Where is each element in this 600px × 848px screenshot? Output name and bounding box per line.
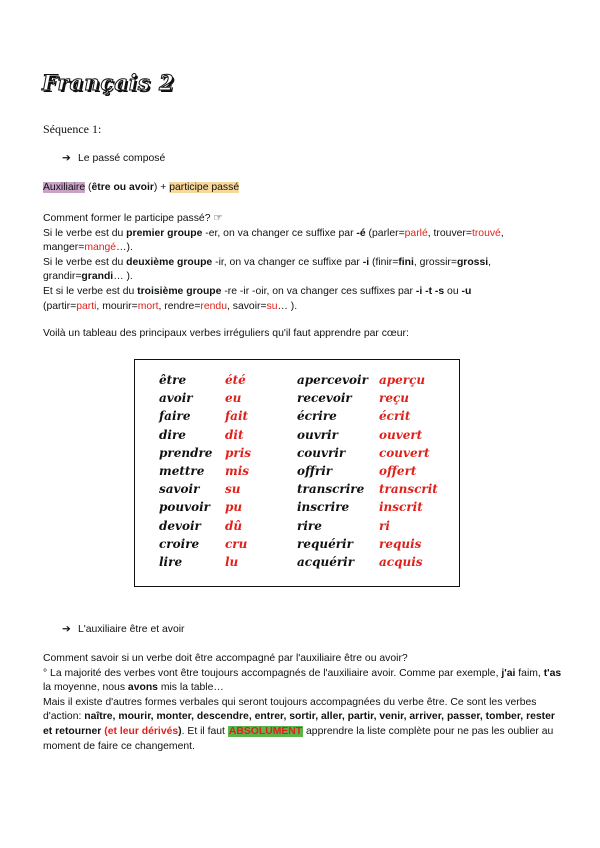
verb-cell: acquis bbox=[379, 554, 423, 569]
verb-cell: être bbox=[159, 373, 187, 387]
arrow-icon: ➔ bbox=[62, 153, 71, 164]
participe-highlight: participe passé bbox=[169, 182, 240, 193]
verb-cell: lire bbox=[159, 554, 183, 569]
verb-cell: apercevoir bbox=[297, 373, 368, 387]
verb-cell: recevoir bbox=[297, 391, 352, 406]
auxiliary-question: Comment savoir si un verbe doit être accompagné par l'auxiliaire être ou avoir? bbox=[43, 653, 408, 664]
verb-cell: dire bbox=[159, 427, 186, 442]
section-label: Le passé composé bbox=[78, 153, 166, 164]
verb-cell: pu bbox=[225, 500, 243, 515]
verb-cell: couvrir bbox=[297, 445, 346, 460]
verb-cell: pouvoir bbox=[159, 500, 210, 515]
verb-cell: inscrit bbox=[379, 500, 423, 515]
verb-cell: eu bbox=[225, 391, 242, 406]
verb-cell: faire bbox=[159, 409, 191, 424]
verb-cell: croire bbox=[159, 536, 200, 551]
verb-cell: transcrire bbox=[297, 482, 365, 497]
verbs-right-column bbox=[297, 371, 368, 571]
absolument-highlight: ABSOLUMENT bbox=[228, 725, 303, 737]
verb-cell: offrir bbox=[297, 463, 333, 478]
verb-cell: dit bbox=[225, 427, 244, 442]
verb-cell: aperçu bbox=[379, 373, 426, 387]
verb-cell: ouvert bbox=[379, 427, 423, 442]
rule-group3: Et si le verbe est du troisième groupe -re -ir -oir, on va changer ces suffixes par -i -t -s ou -u (partir=parti, mourir=mort, rendre=rendu, savoir=su… ). bbox=[43, 285, 472, 312]
verb-cell: avoir bbox=[159, 391, 193, 406]
etre-paragraph: Mais il existe d'autres formes verbales qui seront toujours accompagnées du verbe être. Ce sont les verbes d'action: naître, mourir, monter, descendre, entrer, sortir, aller, partir, venir, arriver, passer, tomber, rester et retourner (et leur dérivés). Et il faut ABSOLUMENT apprendre la liste complète pour ne pas les oublier au moment de faire ce changement. bbox=[43, 696, 555, 752]
verb-cell: su bbox=[225, 482, 241, 497]
verb-cell: ri bbox=[379, 518, 390, 533]
participle-question: Comment former le participe passé? ☞ bbox=[43, 213, 223, 224]
irregular-verbs-table bbox=[134, 359, 460, 587]
verb-cell: reçu bbox=[379, 391, 409, 406]
table-intro: Voilà un tableau des principaux verbes irréguliers qu'il faut apprendre par cœur: bbox=[43, 328, 409, 339]
verb-cell: mettre bbox=[159, 463, 205, 478]
verb-cell: savoir bbox=[159, 482, 200, 497]
page-title: Français 2 bbox=[42, 70, 175, 95]
avoir-paragraph: ° La majorité des verbes vont être toujours accompagnés de l'auxiliaire avoir. Comme par exemple, j'ai faim, t'as la moyenne, nous avons mis la table… bbox=[43, 667, 562, 694]
verb-cell: couvert bbox=[379, 445, 430, 460]
auxiliary-rules bbox=[43, 652, 563, 754]
verb-cell: transcrit bbox=[379, 482, 438, 497]
sequence-heading: Séquence 1: bbox=[43, 122, 102, 136]
section-label: L'auxiliaire être et avoir bbox=[78, 624, 185, 635]
verb-cell: lu bbox=[225, 554, 239, 569]
verb-cell: écrire bbox=[297, 409, 337, 424]
rule-group2: Si le verbe est du deuxième groupe -ir, on va changer ce suffixe par -i (finir=fini, grossir=grossi, grandir=grandi… ). bbox=[43, 256, 492, 283]
section-bullet-auxiliaire bbox=[62, 623, 185, 638]
participles-left-column bbox=[225, 371, 251, 571]
verb-cell: offert bbox=[379, 463, 417, 478]
verb-cell: requis bbox=[379, 536, 422, 551]
verb-cell: inscrire bbox=[297, 500, 350, 515]
formula-line: Auxiliaire (être ou avoir) + participe passé bbox=[43, 182, 240, 193]
participles-right-column bbox=[379, 371, 438, 571]
verb-cell: devoir bbox=[159, 518, 201, 533]
verb-cell: ouvrir bbox=[297, 427, 338, 442]
verb-cell: mis bbox=[225, 463, 250, 478]
verb-cell: requérir bbox=[297, 536, 353, 551]
arrow-icon: ➔ bbox=[62, 624, 71, 635]
verb-cell: cru bbox=[225, 536, 248, 551]
verb-cell: acquérir bbox=[297, 554, 355, 569]
verb-cell: dû bbox=[225, 518, 243, 533]
verb-cell: fait bbox=[225, 409, 249, 424]
verb-cell: prendre bbox=[159, 445, 213, 460]
participle-rules bbox=[43, 212, 563, 314]
aux-choice: être ou avoir bbox=[91, 182, 154, 193]
verb-cell: écrit bbox=[379, 409, 411, 424]
verb-cell: été bbox=[225, 373, 246, 387]
auxiliaire-highlight: Auxiliaire bbox=[43, 182, 86, 193]
rule-group1: Si le verbe est du premier groupe -er, on va changer ce suffixe par -é (parler=parlé, trouver=trouvé, manger=mangé…). bbox=[43, 227, 504, 254]
verb-cell: rire bbox=[297, 518, 322, 533]
section-bullet-passe-compose bbox=[62, 152, 165, 167]
verbs-left-column bbox=[159, 371, 212, 571]
verb-cell: pris bbox=[225, 445, 252, 460]
